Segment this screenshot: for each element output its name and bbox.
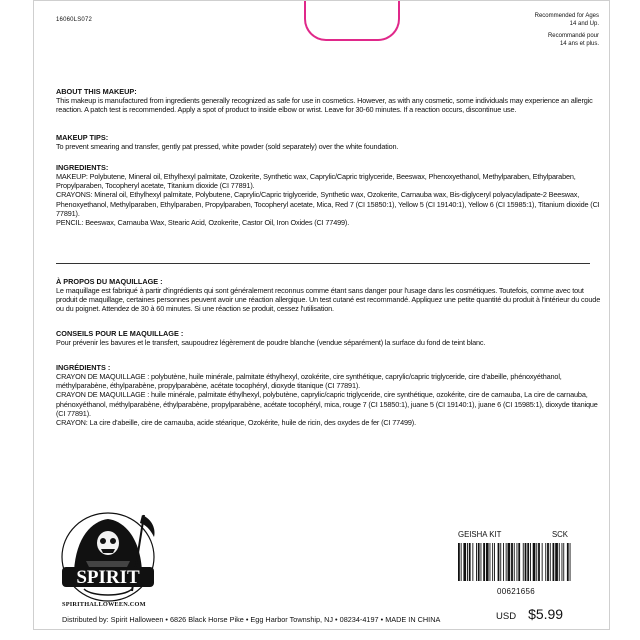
barcode-bar: [514, 543, 515, 581]
fr-ingredients-crayons: CRAYON DE MAQUILLAGE : huile minérale, palmitate éthylhexyl, polybutène, caprylic/capric triglyceride, cire synthétique, ozokérite, cire de carnauba, La cire de carnauba, phénoxyéthanol, méthylparabène, éthylparabène, propylparabène, acétate tocophéryl, mica, rouge 7 (CI 15850:1), juane 5 (CI 19140:1), juane 6 (CI 15985:1), dioxyde titanique (CI 77891).: [56, 390, 598, 418]
logo-wordmark: SPIRIT: [76, 567, 140, 588]
barcode-bar: [525, 543, 527, 581]
fr-tips-heading: CONSEILS POUR LE MAQUILLAGE :: [56, 329, 184, 338]
about-text: This makeup is manufactured from ingredients generally recognized as safe for use in cosmetics. However, as with any cosmetic, some individuals may experience an allergic reaction. A patch test is recommended. Apply a spot of product to inside elbow or wrist. Leave for 30-60 minutes. If a reaction occurs, discontinue use.: [56, 96, 593, 115]
barcode-bar: [506, 543, 507, 581]
barcode-bar: [483, 543, 485, 581]
barcode-bar: [517, 543, 518, 581]
barcode-bar: [570, 543, 571, 581]
barcode-bar: [478, 543, 480, 581]
barcode-bar: [542, 543, 543, 581]
section-divider: [56, 263, 590, 264]
barcode-bar: [562, 543, 563, 581]
barcode-bar: [461, 543, 462, 581]
age-en-line-2: 14 and Up.: [569, 20, 599, 27]
barcode-bar: [538, 543, 540, 581]
fr-ingredients-heading: INGRÉDIENTS :: [56, 363, 111, 372]
price-currency: USD: [496, 611, 517, 622]
barcode-bar: [476, 543, 477, 581]
price-sticker: [452, 530, 580, 622]
product-code: 16060LS072: [56, 17, 93, 23]
french-ingredients-section: [56, 363, 601, 427]
barcode-bar: [563, 543, 564, 581]
barcode-bar: [553, 543, 555, 581]
age-en-line-1: Recommended for Ages: [534, 13, 599, 19]
barcode-bar: [469, 543, 471, 581]
barcode-bar: [498, 543, 500, 581]
barcode-bar: [555, 543, 558, 581]
barcode-bar: [494, 543, 495, 581]
fr-tips-text: Pour prévenir les bavures et le transfert, saupoudrez légèrement de poudre blanche (vendue séparément) la surface du fond de teint blanc.: [56, 338, 486, 347]
sticker-product-name: GEISHA KIT: [458, 530, 502, 539]
website-url: SPIRITHALLOWEEN.COM: [62, 601, 146, 608]
barcode-bar: [492, 543, 493, 581]
sticker-store-code: SCK: [551, 530, 568, 539]
barcode-bar: [467, 543, 468, 581]
upc-number: 00621656: [497, 587, 535, 596]
fr-ingredients-pencil: CRAYON: La cire d'abeille, cire de carnauba, acide stéarique, Ozokérite, huile de ricin, des oxydes de fer (CI 77499).: [56, 418, 416, 428]
barcode-bar: [503, 543, 504, 581]
french-tips-section: [56, 329, 601, 347]
hang-hole: [304, 1, 400, 41]
ingredients-pencil: PENCIL: Beeswax, Carnauba Wax, Stearic Acid, Ozokerite, Castor Oil, Iron Oxides (CI 77499).: [56, 218, 350, 228]
barcode-bar: [550, 543, 551, 581]
ingredients-heading: INGREDIENTS:: [56, 163, 109, 172]
ingredients-crayons: CRAYONS: Mineral oil, Ethylhexyl palmitate, Polybutene, Caprylic/Capric triglyceride, Synthetic wax, Ozokerite, Carnauba wax, Bis-diglyceryl polyacyladipate-2 Beeswax, Phenoxyethanol, Methylparaben, Ethylparaben, Propylparaben, Tocopheryl acetate, Mica, Red 7 (CI 15850:1), Yellow 5 (CI 19140:1), Yellow 6 (CI 15985:1), Titanium dioxide (CI 77891).: [56, 190, 600, 218]
tips-heading: MAKEUP TIPS:: [56, 133, 109, 142]
barcode-bar: [518, 543, 520, 581]
barcode: [456, 543, 574, 581]
age-recommendation: [535, 13, 599, 48]
english-tips-section: [56, 133, 601, 151]
age-fr-line-2: 14 ans et plus.: [559, 40, 599, 47]
english-about-section: [56, 87, 601, 114]
barcode-bar: [508, 543, 511, 581]
barcode-bar: [530, 543, 531, 581]
barcode-bar: [511, 543, 513, 581]
barcode-bar: [500, 543, 501, 581]
barcode-bar: [463, 543, 466, 581]
barcode-bar: [527, 543, 529, 581]
barcode-bar: [523, 543, 524, 581]
barcode-bar: [490, 543, 491, 581]
fr-about-heading: À PROPOS DU MAQUILLAGE :: [56, 277, 163, 286]
barcode-bar: [567, 543, 569, 581]
distributor-line: Distributed by: Spirit Halloween • 6826 Black Horse Pike • Egg Harbor Township, NJ • 08234-4197 • MADE IN CHINA: [62, 615, 441, 624]
barcode-bar: [536, 543, 537, 581]
barcode-bar: [486, 543, 489, 581]
spirit-reaper-logo: [56, 507, 160, 609]
fr-about-text: Le maquillage est fabriqué à partir d'ingrédients qui sont généralement reconnus comme étant sans danger pour l'usage dans les cosmétiques. Toutefois, comme avec tout produit de maquillage, certaines personnes peuvent avoir une réaction allergique. Un test cutané est recommandé. Appliquez une petite quantité du produit à l'intérieur du coude ou du poignet. Attendez de 30 à 60 minutes. Si une réaction se produit, cessez l'utilisation.: [56, 286, 601, 314]
english-ingredients-section: [56, 163, 601, 227]
about-heading: ABOUT THIS MAKEUP:: [56, 87, 137, 96]
fr-ingredients-makeup: CRAYON DE MAQUILLAGE : polybutène, huile minérale, palmitate éthylhexyl, ozokérite, cire synthétique, caprylic/capric triglyceride, cire d'abeille, phénoxyéthanol, méthylparabène, éthylparabène, propylparabène, acétate tocophéryl, dioxyde titanique (CI 77891).: [56, 372, 562, 391]
barcode-bar: [533, 543, 536, 581]
barcode-bar: [547, 543, 549, 581]
ingredients-makeup: MAKEUP: Polybutene, Mineral oil, Ethylhexyl palmitate, Ozokerite, Synthetic wax, Caprylic/Capric triglyceride, Beeswax, Phenoxyethanol, Methylparaben, Ethylparaben, Propylparaben, Tocopheryl acetate, Titanium dioxide (CI 77891).: [56, 172, 576, 191]
barcode-bar: [545, 543, 546, 581]
barcode-bar: [458, 543, 460, 581]
barcode-bar: [559, 543, 560, 581]
french-about-section: [56, 277, 601, 314]
barcode-bar: [481, 543, 482, 581]
barcode-bar: [472, 543, 473, 581]
price-amount: $5.99: [528, 606, 564, 622]
tips-text: To prevent smearing and transfer, gently pat pressed, white powder (sold separately) over the white foundation.: [56, 142, 399, 151]
age-fr-line-1: Recommandé pour: [547, 33, 599, 39]
